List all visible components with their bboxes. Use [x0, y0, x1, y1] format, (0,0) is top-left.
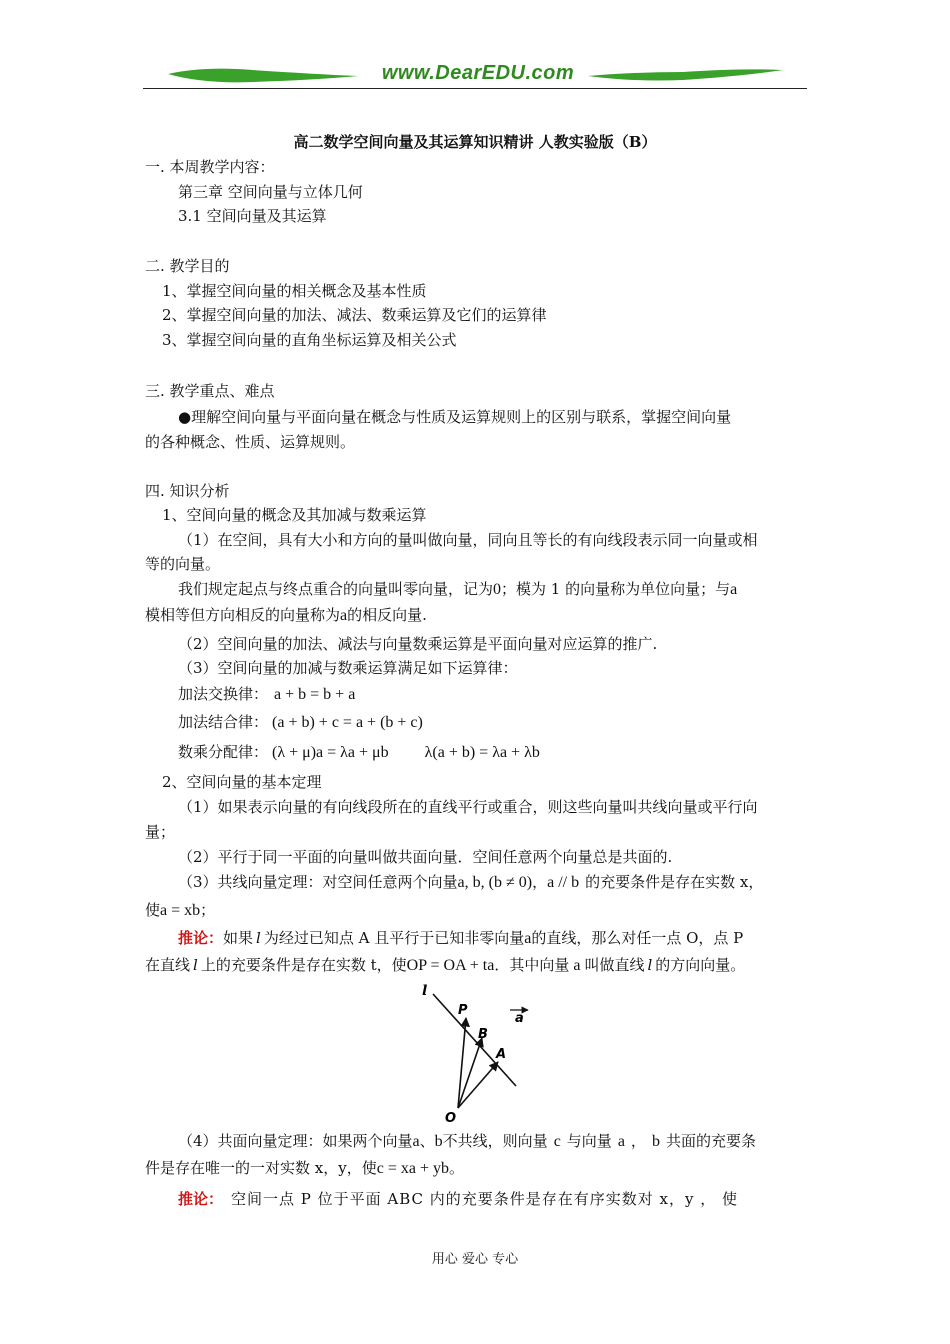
line-l: [433, 994, 516, 1086]
zero-vector-symbol: 0: [493, 581, 502, 598]
law-formula-2: λ(a + b) = λa + λb: [424, 744, 540, 761]
line-l-symbol: l: [256, 929, 261, 947]
vector-symbol: a: [412, 1133, 420, 1150]
law-label: 加法交换律：: [178, 685, 269, 703]
formula: c = xa + yb: [376, 1160, 449, 1177]
text: 我们规定起点与终点重合的向量叫零向量，记为: [178, 580, 494, 598]
text: 、: [419, 1132, 435, 1150]
paragraph-4: （3）空间向量的加减与数乘运算满足如下运算律：: [178, 659, 518, 677]
text: 。: [448, 1159, 464, 1177]
vector-symbol: c: [553, 1133, 561, 1150]
paragraph-q1b: 量；: [145, 823, 176, 841]
text: 为经过已知点 A 且平行于已知非零向量: [263, 929, 525, 947]
label-B: B: [478, 1027, 488, 1042]
section-1-line-1: 第三章 空间向量与立体几何: [178, 183, 363, 201]
section-1-line-2: 3.1 空间向量及其运算: [178, 207, 327, 225]
section-3-heading: 三. 教学重点、难点: [145, 382, 275, 400]
text: 使: [145, 901, 161, 919]
text: 的方向向量。: [655, 956, 746, 974]
paragraph-q3b: [145, 900, 215, 921]
text: 如果: [223, 929, 254, 947]
paragraph-2a: [178, 579, 737, 600]
paragraph-q4a: [178, 1131, 756, 1152]
subsection-1-heading: 1、空间向量的概念及其加减与数乘运算: [162, 506, 427, 524]
paragraph-1b: 等的向量。: [145, 555, 221, 573]
label-A: A: [496, 1047, 507, 1062]
vector-symbol: a: [617, 1133, 625, 1150]
line-l-symbol: l: [193, 956, 198, 974]
text: 的充要条件是存在实数 x，: [585, 873, 764, 891]
text: 与向量: [566, 1132, 612, 1150]
vector-a-symbol: a: [730, 581, 738, 598]
formula: a // b: [547, 874, 580, 891]
text: 在直线: [145, 956, 191, 974]
vector-a-symbol: a: [573, 957, 581, 974]
text: （4）共面向量定理：如果两个向量: [178, 1132, 413, 1150]
vector-diagram: [418, 980, 543, 1126]
text: 空间一点 P 位于平面 ABC 内的充要条件是存在有序实数对 x，y ， 使: [231, 1190, 739, 1208]
header-rule: [143, 88, 807, 89]
paragraph-1a: （1）在空间，具有大小和方向的量叫做向量，同向且等长的有向线段表示同一向量或相: [178, 531, 758, 549]
paragraph-3: （2）空间向量的加法、减法与向量数乘运算是平面向量对应运算的推广.: [178, 635, 658, 653]
paragraph-2b: [145, 605, 427, 626]
section-2-line-1: 1、掌握空间向量的相关概念及基本性质: [162, 282, 427, 300]
label-a: a: [515, 1011, 524, 1026]
label-P: P: [458, 1003, 468, 1018]
text: 上的充要条件是存在实数 t，使: [200, 956, 407, 974]
vector-line-figure: [418, 980, 543, 1126]
text: ，: [532, 873, 548, 891]
law-formula: a + b = b + a: [274, 686, 356, 703]
section-2-heading: 二. 教学目的: [145, 257, 230, 275]
vector-OA: [458, 1062, 498, 1108]
section-3-line-1: ●理解空间向量与平面向量在概念与性质及运算规则上的区别与联系，掌握空间向量: [178, 408, 732, 426]
vector-a-symbol: a: [524, 930, 532, 947]
section-2-line-2: 2、掌握空间向量的加法、减法、数乘运算及它们的运算律: [162, 306, 547, 324]
formula: a, b, (b ≠ 0): [457, 874, 533, 891]
paragraph-q3a: [178, 872, 763, 893]
page-footer: 用心 爱心 专心: [431, 1252, 519, 1267]
text: （3）共线向量定理：对空间任意两个向量: [178, 873, 458, 891]
inference-label: 推论：: [178, 1190, 224, 1208]
law-label: 加法结合律：: [178, 713, 269, 731]
law-commutative: [178, 684, 355, 705]
line-l-symbol: l: [647, 956, 653, 974]
label-l: l: [422, 983, 428, 999]
text: ．其中向量: [494, 956, 570, 974]
inference-1-line-a: [178, 928, 743, 949]
section-4-heading: 四. 知识分析: [145, 482, 230, 500]
text: 不共线，则向量: [442, 1132, 548, 1150]
text: ；: [200, 901, 216, 919]
text: 模相等但方向相反的向量称为: [145, 606, 341, 624]
site-header: [143, 60, 807, 94]
vector-symbol: b: [434, 1133, 443, 1150]
law-label: 数乘分配律：: [178, 743, 269, 761]
text: 件是存在唯一的一对实数 x，y，使: [145, 1159, 377, 1177]
law-distributive: [178, 742, 540, 763]
inference-2: [178, 1189, 738, 1209]
law-associative: [178, 712, 423, 733]
section-1-heading: 一. 本周教学内容：: [145, 158, 275, 176]
text: 的直线，那么对任一点 O，点 P: [531, 929, 744, 947]
inference-1-line-b: [145, 955, 745, 976]
section-2-line-3: 3、掌握空间向量的直角坐标运算及相关公式: [162, 331, 457, 349]
text: ，: [630, 1132, 646, 1150]
text: ；模为 1 的向量称为单位向量；与: [501, 580, 731, 598]
text: 的相反向量.: [347, 606, 427, 624]
inference-label: 推论：: [178, 929, 224, 947]
text: 叫做直线: [584, 956, 645, 974]
paragraph-q2: （2）平行于同一平面的向量叫做共面向量．空间任意两个向量总是共面的.: [178, 848, 673, 866]
formula: a = xb: [160, 902, 201, 919]
law-formula-1: (λ + μ)a = λa + μb: [272, 744, 389, 761]
site-logo-text[interactable]: www.DearEDU.com: [381, 62, 575, 84]
formula: OP = OA + ta: [406, 957, 495, 974]
label-O: O: [445, 1111, 457, 1126]
paragraph-q1a: （1）如果表示向量的有向线段所在的直线平行或重合，则这些向量叫共线向量或平行向: [178, 798, 758, 816]
text: 共面的充要条: [665, 1132, 756, 1150]
subsection-2-heading: 2、空间向量的基本定理: [162, 773, 322, 791]
law-formula: (a + b) + c = a + (b + c): [272, 714, 423, 731]
section-3-line-2: 的各种概念、性质、运算规则。: [145, 433, 356, 451]
document-title: 高二数学空间向量及其运算知识精讲 人教实验版（B）: [293, 133, 657, 151]
vector-symbol: b: [651, 1133, 660, 1150]
paragraph-q4b: [145, 1158, 464, 1179]
vector-a-symbol: a: [340, 607, 348, 624]
